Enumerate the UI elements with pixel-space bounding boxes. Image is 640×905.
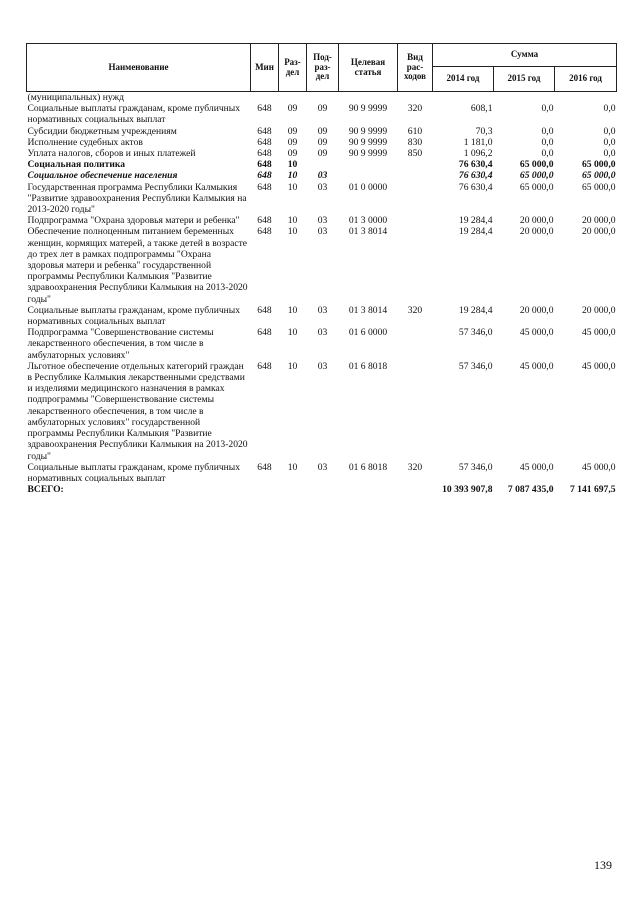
header-expense-type: Вид рас- ходов: [398, 44, 433, 92]
row-sum-2014: 76 630,4: [458, 170, 493, 182]
row-razdel: 10: [287, 170, 298, 182]
row-expense-type: 610: [407, 125, 423, 137]
row-podrazdel: 03: [317, 461, 328, 473]
row-expense-type: [398, 226, 433, 304]
table-row: [27, 226, 617, 304]
row-expense-type: [398, 92, 433, 104]
total-2015: 7 087 435,0: [507, 484, 554, 496]
row-sum-2016: 65 000,0: [581, 181, 616, 193]
row-name: Исполнение судебных актов: [27, 136, 143, 148]
row-sum-2016: 20 000,0: [581, 215, 616, 227]
total-row: [27, 484, 617, 495]
row-sum-2016: 0,0: [603, 136, 616, 148]
row-sum-2014: 76 630,4: [458, 159, 493, 171]
row-razdel: 10: [287, 215, 298, 227]
row-ministry: 648: [257, 125, 272, 137]
row-podrazdel: 03: [317, 360, 328, 372]
header-min: Мин: [251, 44, 279, 92]
row-sum-2015: 0,0: [541, 136, 554, 148]
table-row: [27, 92, 617, 104]
row-razdel: 09: [287, 136, 298, 148]
row-ministry: 648: [257, 159, 272, 171]
row-target-article: 01 3 8014: [348, 304, 388, 316]
row-expense-type: 830: [407, 136, 423, 148]
total-2016: 7 141 697,5: [569, 484, 616, 496]
row-razdel: 10: [287, 461, 298, 473]
row-sum-2015: 65 000,0: [519, 159, 554, 171]
row-sum-2015: 20 000,0: [519, 304, 554, 316]
row-target-article: 01 6 8018: [348, 360, 388, 372]
row-target-article: [339, 92, 398, 104]
row-target-article: 01 3 8014: [348, 226, 388, 238]
row-expense-type: [398, 327, 433, 361]
row-sum-2015: 0,0: [541, 103, 554, 115]
row-sum-2014: 57 346,0: [458, 360, 493, 372]
row-target-article: [339, 170, 398, 181]
row-podrazdel: 03: [317, 304, 328, 316]
total-label: ВСЕГО:: [27, 484, 64, 496]
table-body: [27, 92, 617, 485]
row-name: Подпрограмма "Совершенствование системы лекарственного обеспечения, в том числе в амбулаторных условиях": [27, 327, 214, 361]
row-name: Социальная политика: [27, 159, 126, 171]
row-razdel: 09: [287, 148, 298, 160]
row-ministry: 648: [257, 226, 272, 238]
row-razdel: 10: [287, 360, 298, 372]
row-ministry: 648: [257, 461, 272, 473]
row-name: Социальное обеспечение населения: [27, 170, 178, 182]
table-row: [27, 182, 617, 216]
row-sum-2015: 65 000,0: [519, 170, 554, 182]
row-ministry: 648: [257, 103, 272, 115]
row-sum-2016: 0,0: [603, 125, 616, 137]
row-sum-2016: 45 000,0: [581, 360, 616, 372]
row-razdel: 09: [287, 125, 298, 137]
row-razdel: 10: [287, 304, 298, 316]
row-podrazdel: 03: [317, 327, 328, 339]
budget-table-container: [26, 43, 616, 495]
row-target-article: 01 3 0000: [348, 215, 388, 227]
header-sum: Сумма: [433, 44, 617, 67]
row-sum-2014: 1 181,0: [463, 136, 493, 148]
row-podrazdel: 09: [317, 103, 328, 115]
row-sum-2014: 19 284,4: [458, 215, 493, 227]
row-podrazdel: 03: [317, 170, 328, 182]
row-name: Подпрограмма "Охрана здоровья матери и ребенка": [27, 215, 240, 227]
table-row: [27, 462, 617, 484]
row-target-article: 01 6 0000: [348, 327, 388, 339]
row-sum-2016: 20 000,0: [581, 226, 616, 238]
row-podrazdel: 03: [317, 226, 328, 238]
row-name: Государственная программа Республики Калмыкия "Развитие здравоохранения Республики Калмыкия на 2013-2020 годы": [27, 181, 247, 216]
row-name: Социальные выплаты гражданам, кроме публичных нормативных социальных выплат: [27, 103, 241, 126]
row-razdel: 10: [287, 159, 298, 171]
table-row: [27, 305, 617, 327]
row-target-article: 01 0 0000: [348, 181, 388, 193]
header-name: Наименование: [27, 44, 251, 92]
header-year-2014: 2014 год: [433, 67, 494, 92]
row-expense-type: 320: [407, 304, 423, 316]
row-sum-2015: 20 000,0: [519, 215, 554, 227]
table-row: [27, 159, 617, 170]
row-sum-2015: 0,0: [541, 148, 554, 160]
table-row: [27, 170, 617, 181]
budget-table: [26, 43, 617, 495]
row-ministry: [251, 92, 279, 104]
header-target-article: Целевая статья: [339, 44, 398, 92]
row-sum-2014: 19 284,4: [458, 226, 493, 238]
row-name: Льготное обеспечение отдельных категорий граждан в Республике Калмыкия лекарственными средствами и изделиями медицинского назначения в рамках подпрограммы "Совершенствование системы лекарственного обеспечения, в том числе в амбулаторных условиях" государственной программы Республики Калмыкия "Развитие здравоохранения Республики Калмыкия на 2013-2020 годы": [27, 360, 248, 462]
row-sum-2016: [555, 92, 617, 104]
row-expense-type: [398, 170, 433, 181]
row-podrazdel: [307, 159, 339, 170]
row-sum-2015: 45 000,0: [519, 461, 554, 473]
table-row: [27, 126, 617, 137]
row-sum-2014: [433, 92, 494, 104]
row-expense-type: 320: [407, 103, 423, 115]
total-2014: 10 393 907,8: [442, 484, 493, 496]
row-podrazdel: [307, 92, 339, 104]
row-sum-2016: 0,0: [603, 103, 616, 115]
row-ministry: 648: [257, 215, 272, 227]
row-expense-type: [398, 361, 433, 462]
row-sum-2015: 45 000,0: [519, 327, 554, 339]
row-podrazdel: 09: [317, 136, 328, 148]
row-expense-type: [398, 159, 433, 170]
row-ministry: 648: [257, 148, 272, 160]
row-razdel: 10: [287, 327, 298, 339]
table-row: [27, 148, 617, 159]
page-number: 139: [594, 858, 612, 872]
row-name: Социальные выплаты гражданам, кроме публичных нормативных социальных выплат: [27, 304, 241, 328]
row-sum-2016: 65 000,0: [581, 159, 616, 171]
row-ministry: 648: [257, 304, 272, 316]
row-sum-2015: 0,0: [541, 125, 554, 137]
row-ministry: 648: [257, 170, 272, 182]
row-sum-2015: 65 000,0: [519, 181, 554, 193]
header-podrazdel: Под- раз- дел: [307, 44, 339, 92]
header-year-2015: 2015 год: [494, 67, 555, 92]
row-target-article: 90 9 9999: [348, 136, 388, 148]
row-name: Субсидии бюджетным учреждениям: [27, 125, 177, 137]
row-sum-2016: 0,0: [603, 148, 616, 160]
row-target-article: [339, 159, 398, 170]
row-razdel: 09: [287, 103, 298, 115]
table-header: [27, 44, 617, 92]
row-ministry: 648: [257, 327, 272, 339]
row-name: (муниципальных) нужд: [27, 92, 125, 103]
row-podrazdel: 09: [317, 148, 328, 160]
row-name: Социальные выплаты гражданам, кроме публичных нормативных социальных выплат: [27, 461, 241, 484]
row-expense-type: 850: [407, 148, 423, 160]
row-expense-type: 320: [407, 461, 423, 473]
row-sum-2015: 20 000,0: [519, 226, 554, 238]
table-total: [27, 484, 617, 495]
row-target-article: 01 6 8018: [348, 461, 388, 473]
row-target-article: 90 9 9999: [348, 125, 388, 137]
row-ministry: 648: [257, 181, 272, 193]
row-expense-type: [398, 215, 433, 226]
row-razdel: [279, 92, 307, 104]
table-row: [27, 327, 617, 361]
row-sum-2016: 65 000,0: [581, 170, 616, 182]
row-name: Обеспечение полноценным питанием беременных женщин, кормящих матерей, а также детей в возрасте до трех лет в рамках подпрограммы "Охрана здоровья матери и ребенка" государственной программы Республики Калмыкия "Развитие здравоохранения Республики Калмыкия на 2013-2020 годы": [27, 226, 248, 305]
row-name: Уплата налогов, сборов и иных платежей: [27, 148, 196, 160]
table-row: [27, 137, 617, 148]
row-ministry: 648: [257, 360, 272, 372]
header-razdel: Раз- дел: [279, 44, 307, 92]
row-target-article: 90 9 9999: [348, 148, 388, 160]
row-sum-2016: 45 000,0: [581, 461, 616, 473]
row-podrazdel: 03: [317, 181, 328, 193]
header-year-2016: 2016 год: [555, 67, 617, 92]
table-row: [27, 215, 617, 226]
row-sum-2016: 45 000,0: [581, 327, 616, 339]
table-row: [27, 103, 617, 125]
row-sum-2014: 57 346,0: [458, 461, 493, 473]
row-sum-2015: 45 000,0: [519, 360, 554, 372]
row-razdel: 10: [287, 226, 298, 238]
row-podrazdel: 09: [317, 125, 328, 137]
table-row: [27, 361, 617, 462]
row-razdel: 10: [287, 181, 298, 193]
row-podrazdel: 03: [317, 215, 328, 227]
row-sum-2015: [494, 92, 555, 104]
row-sum-2014: 76 630,4: [458, 181, 493, 193]
row-expense-type: [398, 182, 433, 216]
row-ministry: 648: [257, 136, 272, 148]
row-sum-2014: 1 096,2: [463, 148, 493, 160]
row-sum-2016: 20 000,0: [581, 304, 616, 316]
row-sum-2014: 19 284,4: [458, 304, 493, 316]
row-sum-2014: 57 346,0: [458, 327, 493, 339]
row-sum-2014: 608,1: [470, 103, 493, 115]
row-sum-2014: 70,3: [475, 125, 493, 137]
row-target-article: 90 9 9999: [348, 103, 388, 115]
